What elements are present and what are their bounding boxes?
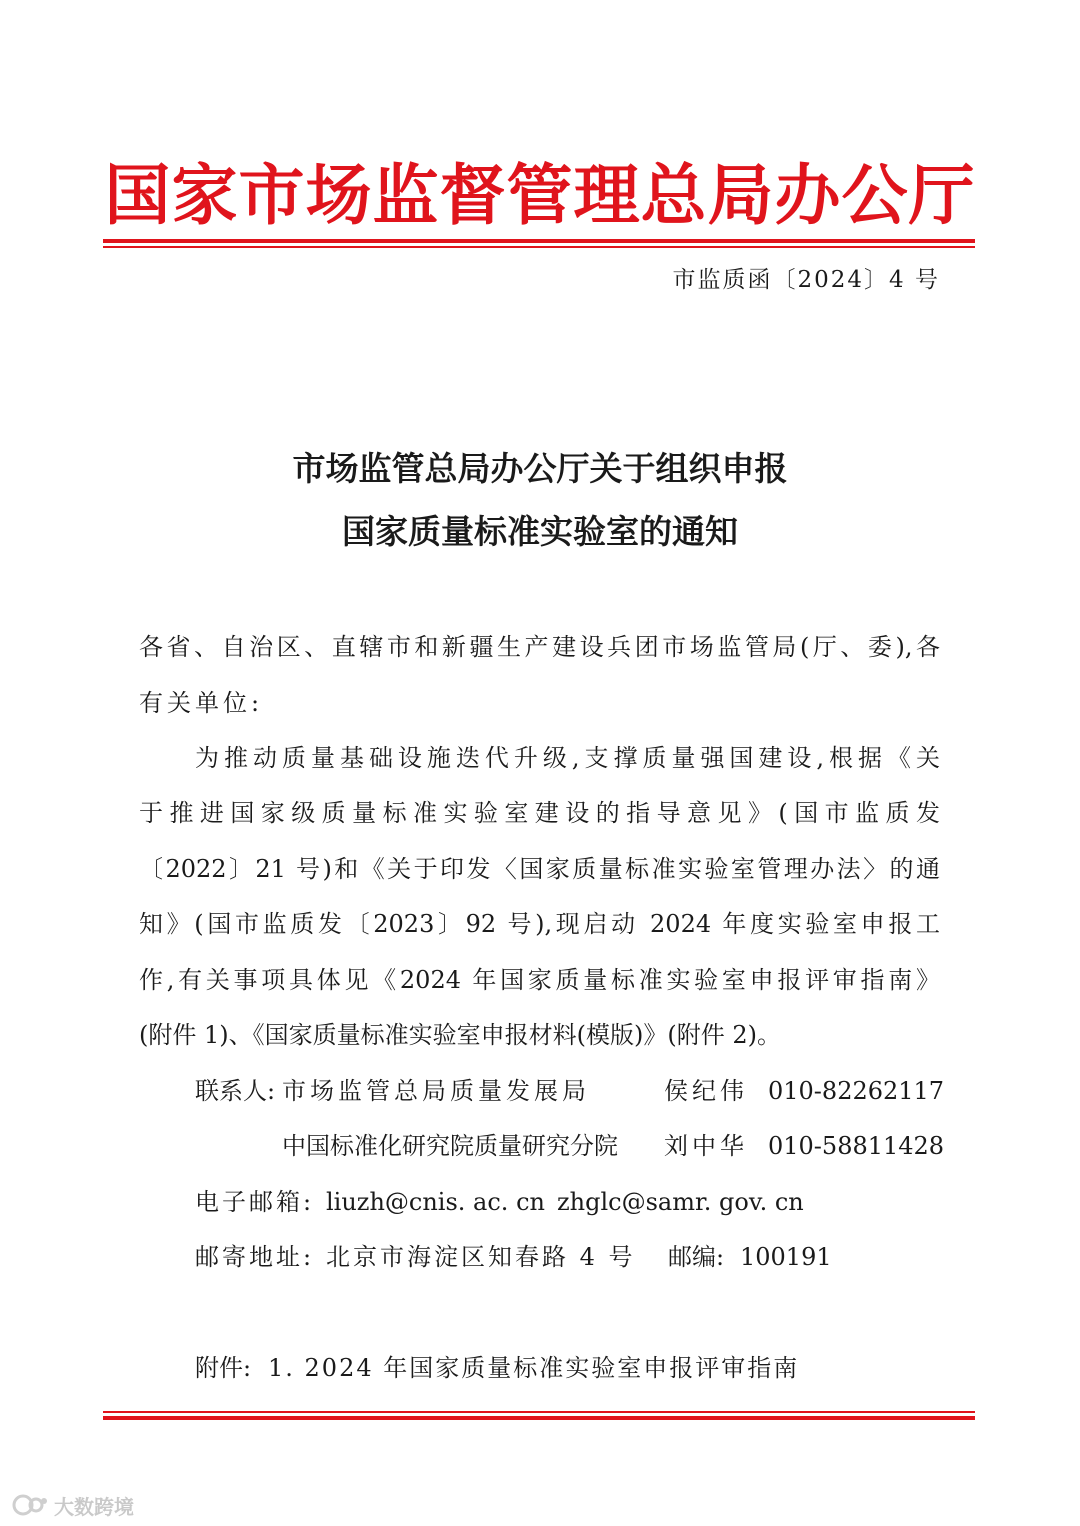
addressee-line-2: 有关单位: xyxy=(139,689,264,717)
email-address-2: zhglc@samr. gov. cn xyxy=(557,1188,804,1216)
contacts-label: 联系人: xyxy=(195,1077,276,1105)
address-label: 邮寄地址: xyxy=(195,1243,315,1271)
body-paragraph-line: 知》(国市监质发〔2023〕92 号),现启动 2024 年度实验室申报工 xyxy=(139,910,940,938)
brand-logo-icon xyxy=(12,1492,48,1518)
contact-org-1: 市场监管总局质量发展局 xyxy=(282,1077,590,1105)
watermark xyxy=(12,1490,134,1520)
issuing-office-title: 国家市场监督管理总局办公厅 xyxy=(104,156,976,234)
body-paragraph-line: 作,有关事项具体见《2024 年国家质量标准实验室申报评审指南》 xyxy=(139,966,940,994)
mailing-address: 北京市海淀区知春路 4 号 xyxy=(326,1243,636,1271)
watermark-text: 大数跨境 xyxy=(54,1494,134,1519)
contact-phone-1: 010-82262117 xyxy=(768,1077,945,1105)
footer-rule-thin xyxy=(103,1411,975,1413)
contact-person-1: 侯纪伟 xyxy=(664,1077,748,1105)
email-label: 电子邮箱: xyxy=(195,1188,315,1216)
header-rule-thin xyxy=(103,246,975,248)
postcode-label: 邮编: xyxy=(668,1243,725,1271)
document-number: 市监质函〔2024〕4 号 xyxy=(672,267,940,293)
addressee-line-1: 各省、自治区、直辖市和新疆生产建设兵团市场监管局(厅、委),各 xyxy=(139,633,940,661)
postcode: 100191 xyxy=(740,1243,832,1271)
contact-phone-2: 010-58811428 xyxy=(768,1132,945,1160)
body-paragraph-line: (附件 1)、《国家质量标准实验室申报材料(模版)》(附件 2)。 xyxy=(139,1021,781,1049)
email-address-1: liuzh@cnis. ac. cn xyxy=(326,1188,545,1216)
attachment-item-1: 1. 2024 年国家质量标准实验室申报评审指南 xyxy=(268,1354,800,1382)
notice-title-line-2: 国家质量标准实验室的通知 xyxy=(342,512,738,551)
body-paragraph-line: 于推进国家级质量标准实验室建设的指导意见》(国市监质发 xyxy=(139,799,940,827)
body-paragraph-line: 〔2022〕21 号)和《关于印发〈国家质量标准实验室管理办法〉的通 xyxy=(139,855,940,883)
header-rule-thick xyxy=(103,239,975,243)
footer-rule-thick xyxy=(103,1416,975,1420)
contact-org-2: 中国标准化研究院质量研究分院 xyxy=(282,1132,618,1160)
body-paragraph-line: 为推动质量基础设施迭代升级,支撑质量强国建设,根据《关 xyxy=(195,744,940,772)
notice-title-line-1: 市场监管总局办公厅关于组织申报 xyxy=(292,449,788,488)
attachments-label: 附件: xyxy=(195,1354,252,1382)
contact-person-2: 刘中华 xyxy=(664,1132,748,1160)
